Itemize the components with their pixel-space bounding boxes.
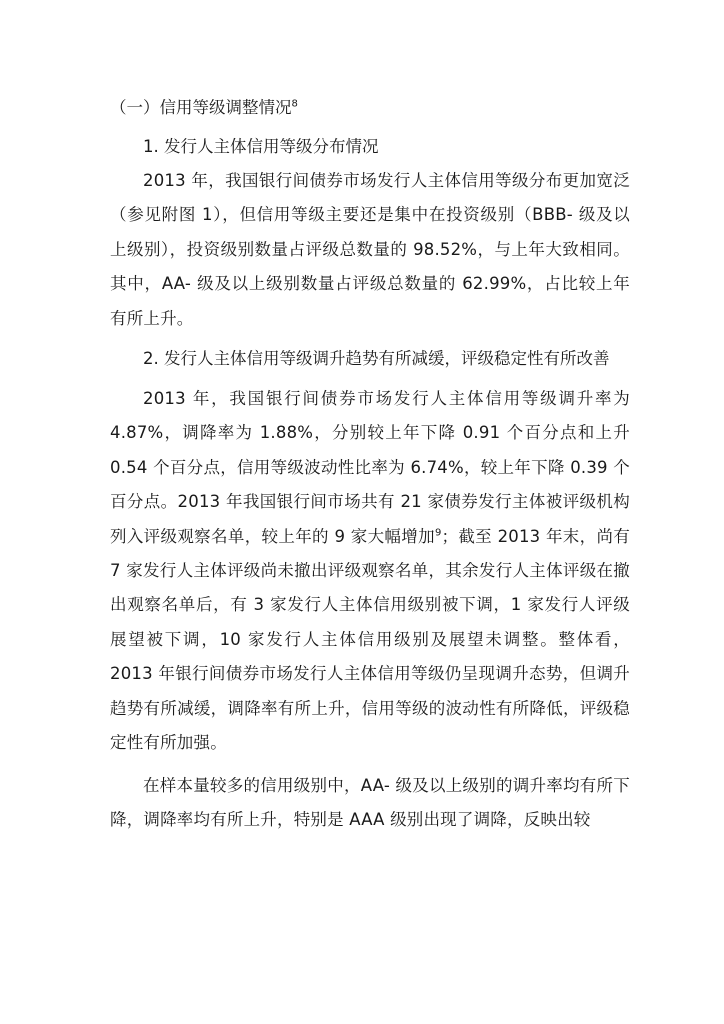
footnote-ref-9: 9 (434, 527, 442, 539)
footnote-ref-8: 8 (291, 98, 298, 110)
section-title: （一）信用等级调整情况 (110, 98, 292, 117)
section-heading (110, 92, 630, 124)
paragraph-sample-levels: 在样本量较多的信用级别中，AA- 级及以上级别的调升率均有所下降，调降率均有所上升，特别是 AAA 级别出现了调降，反映出较 (110, 775, 630, 829)
paragraph-rating-distribution: 2013 年，我国银行间债券市场发行人主体信用等级分布更加宽泛（参见附图 1），但信用等级主要还是集中在投资级别（BBB- 级及以上级别），投资级别数量占评级总数量的 98.52%，与上年大致相同。其中，AA- 级及以上级别数量占评级总数量的 62.99%，占比较上年有所上升。 (110, 171, 630, 328)
document-body (110, 92, 630, 837)
subsection-heading-1: 1. 发行人主体信用等级分布情况 (143, 137, 379, 156)
paragraph-text-part2: ；截至 2013 年末，尚有 7 家发行人主体评级尚未撤出评级观察名单，其余发行人主体评级在撤出观察名单后，有 3 家发行人主体信用级别被下调，1 家发行人评级展望被下调，10 家发行人主体信用级别及展望未调整。整体看，2013 年银行间债券市场发行人主体信用等级仍呈现调升态势，但调升趋势有所减缓，调降率有所上升，信用等级的波动性有所降低，评级稳定性有所加强。 (110, 526, 631, 753)
paragraph-rating-adjustment (110, 382, 630, 760)
paragraph-text-part1: 2013 年，我国银行间债券市场发行人主体信用等级调升率为 4.87%，调降率为 1.88%，分别较上年下降 0.91 个百分点和上升 0.54 个百分点，信用等级波动性比率为 6.74%，较上年下降 0.39 个百分点。2013 年我国银行间市场共有 21 家债券发行主体被评级机构列入评级观察名单，较上年的 9 家大幅增加 (110, 389, 630, 546)
subsection-heading-2: 2. 发行人主体信用等级调升趋势有所减缓，评级稳定性有所改善 (143, 349, 610, 369)
